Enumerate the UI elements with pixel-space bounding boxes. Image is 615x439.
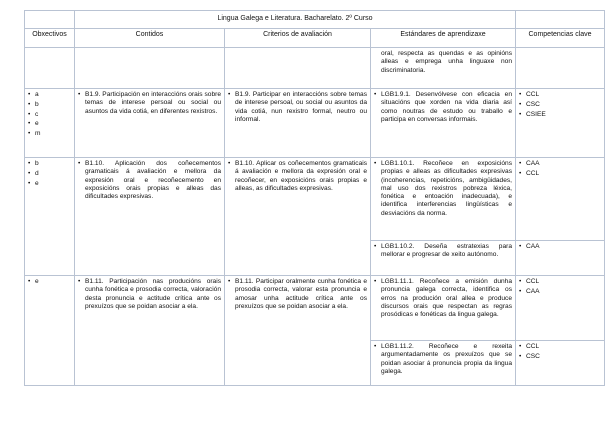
competence-item: • CAA	[519, 243, 601, 251]
competence-item: • CAA	[519, 288, 601, 296]
competence-item: • CCL	[519, 170, 601, 178]
row1-competences-cell	[516, 89, 605, 158]
standard-text: • LGB1.11.2. Recoñece e rexeita argumentadamente os prexuízos que se poidan asociar á pronuncia propia da lingua galega.	[374, 343, 512, 376]
row3-competences1-cell	[516, 276, 605, 341]
objective-item: • a	[28, 91, 71, 99]
header-criteria: Criterios de avaliación	[225, 29, 371, 48]
row3-objectives-cell	[25, 276, 75, 386]
standard-text: • LGB1.9.1. Desenvólvese con eficacia en situacións que xorden na vida diaria así como noutras de estudo ou traballo e participa en conversas informais.	[374, 91, 512, 124]
objective-item: • e	[28, 120, 71, 128]
curriculum-table	[24, 10, 605, 386]
row3-content-cell	[75, 276, 225, 386]
row1-content-cell	[75, 89, 225, 158]
objective-item: • b	[28, 101, 71, 109]
content-text: • B1.9. Participación en interaccións orais sobre temas de interese persoal ou social ou asuntos da vida cotiá, en diferentes rexistros.	[78, 91, 221, 116]
header-contents: Contidos	[75, 29, 225, 48]
continuation-content-cell	[75, 48, 225, 89]
objective-item: • e	[28, 180, 71, 188]
row3-standard2-cell	[371, 341, 516, 386]
objective-item: • m	[28, 130, 71, 138]
table-title: Lingua Galega e Literatura. Bacharelato. 2º Curso	[75, 11, 516, 29]
continuation-criterion-cell	[225, 48, 371, 89]
row1-objectives-cell	[25, 89, 75, 158]
row2-criterion-cell	[225, 158, 371, 276]
row1-criterion-cell	[225, 89, 371, 158]
continuation-standard-text: oral, respecta as quendas e as opinións alleas e emprega unha linguaxe non discriminatoria.	[381, 50, 513, 74]
row2-content-cell	[75, 158, 225, 276]
criterion-text: • B1.11. Participar oralmente cunha fonética e prosodia correcta, valorar esta pronuncia e amosar unha actitude crítica ante os prexuízos que se poidan asociar a ela.	[228, 278, 367, 311]
standard-text: • LGB1.10.1. Recoñece en exposicións propias e alleas as dificultades expresivas (incoherencias, repeticións, ambigüidades, mal uso dos rexistros pobreza léxica, fonética e entoación inadecuada), e identifica interferencias lingüísticas e desviacións da norma.	[374, 160, 512, 218]
objective-item: • d	[28, 170, 71, 178]
content-text: • B1.11. Participación nas producións orais cunha fonética e prosodia correcta, valoración desta pronuncia e actitude crítica ante os prexuízos que se poidan asociar a ela.	[78, 278, 221, 311]
competence-item: • CSIEE	[519, 111, 601, 119]
competence-item: • CSC	[519, 353, 601, 361]
row3-criterion-cell	[225, 276, 371, 386]
competence-item: • CCL	[519, 278, 601, 286]
criterion-text: • B1.10. Aplicar os coñecementos gramaticais á avaliación e mellora da expresión oral e recoñecer, en exposicións orais propias e alleas, as dificultades expresivas.	[228, 160, 367, 193]
row1-standard-cell	[371, 89, 516, 158]
row2-standard2-cell	[371, 241, 516, 276]
row2-competences1-cell	[516, 158, 605, 241]
objective-item: • c	[28, 111, 71, 119]
content-text: • B1.10. Aplicación dos coñecementos gramaticais á avaliación e mellora da expresión oral e recoñecemento en exposicións orais propias e alleas das dificultades expresivas.	[78, 160, 221, 201]
header-competences: Competencias clave	[516, 29, 605, 48]
competence-item: • CCL	[519, 343, 601, 351]
row3-standard1-cell	[371, 276, 516, 341]
objective-item: • b	[28, 160, 71, 168]
competence-item: • CAA	[519, 160, 601, 168]
competence-item: • CSC	[519, 101, 601, 109]
criterion-text: • B1.9. Participar en interaccións sobre temas de interese persoal, ou social ou asuntos da vida cotiá, nun rexistro formal, neutro ou informal.	[228, 91, 367, 124]
objective-item: • e	[28, 278, 71, 286]
top-left-empty-cell	[25, 11, 75, 29]
continuation-standard-cell	[371, 48, 516, 89]
row2-standard1-cell	[371, 158, 516, 241]
continuation-competences-cell	[516, 48, 605, 89]
row3-competences2-cell	[516, 341, 605, 386]
standard-text: • LGB1.11.1. Recoñece a emisión dunha pronuncia galega correcta, identifica os erros na produción oral allea e produce discursos orais que respectan as regras prosódicas e fonéticas da lingua galega.	[374, 278, 512, 319]
row2-competences2-cell	[516, 241, 605, 276]
competence-item: • CCL	[519, 91, 601, 99]
header-standards: Estándares de aprendizaxe	[371, 29, 516, 48]
continuation-objectives-cell	[25, 48, 75, 89]
header-objectives: Obxectivos	[25, 29, 75, 48]
top-right-empty-cell	[516, 11, 605, 29]
standard-text: • LGB1.10.2. Deseña estratexias para mellorar e progresar de xeito autónomo.	[374, 243, 512, 260]
row2-objectives-cell	[25, 158, 75, 276]
